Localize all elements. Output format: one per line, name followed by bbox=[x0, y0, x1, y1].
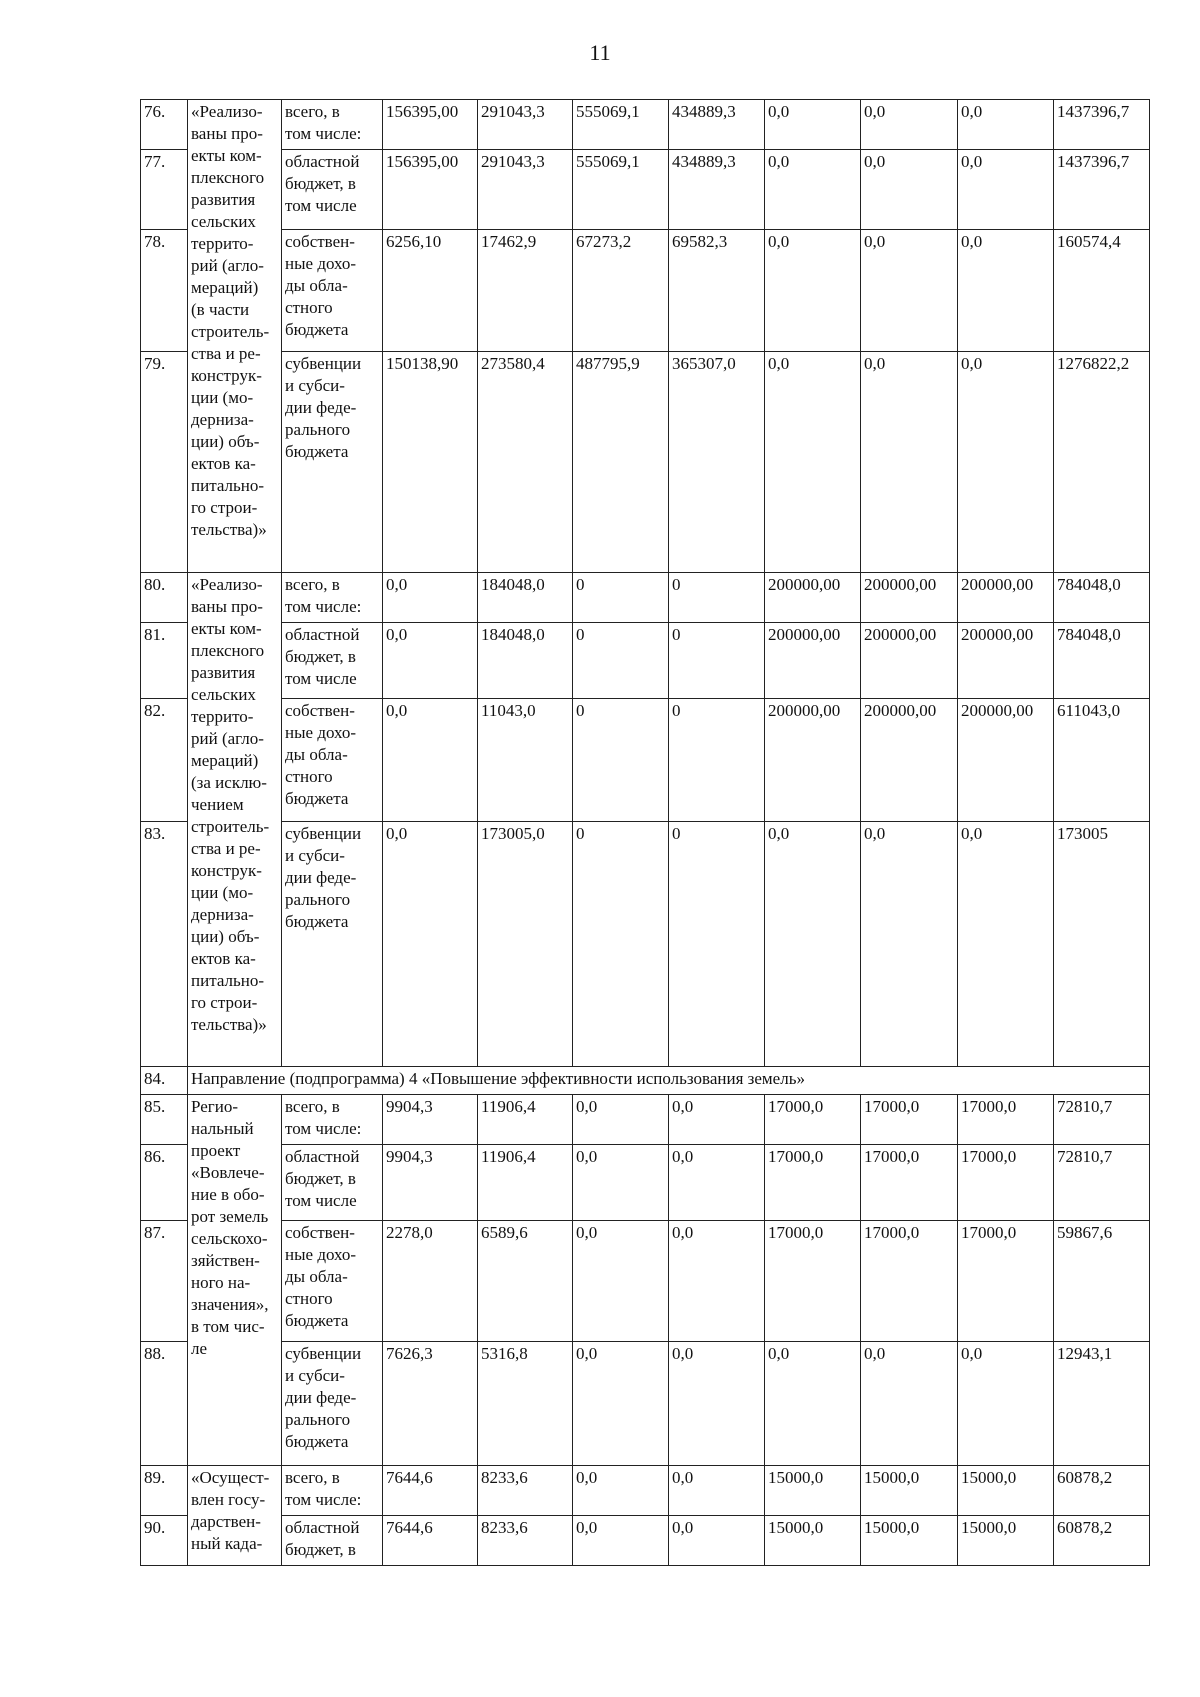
value-cell: 7644,6 bbox=[383, 1516, 478, 1566]
total-cell: 1276822,2 bbox=[1054, 352, 1150, 573]
table-row bbox=[141, 100, 1150, 150]
value-cell: 0,0 bbox=[573, 1221, 669, 1342]
value-cell: 17000,0 bbox=[765, 1221, 861, 1342]
value-cell: 0,0 bbox=[669, 1221, 765, 1342]
value-cell: 0 bbox=[573, 699, 669, 822]
row-number: 78. bbox=[141, 230, 188, 352]
funding-source: всего, в том числе: bbox=[282, 1095, 383, 1145]
section-row bbox=[141, 1067, 1150, 1095]
value-cell: 0,0 bbox=[765, 822, 861, 1067]
value-cell: 200000,00 bbox=[765, 699, 861, 822]
row-number: 82. bbox=[141, 699, 188, 822]
value-cell: 8233,6 bbox=[478, 1516, 573, 1566]
funding-source: субвенции и субси- дии феде- рального бюджета bbox=[282, 352, 383, 573]
value-cell: 0,0 bbox=[861, 352, 958, 573]
row-number: 83. bbox=[141, 822, 188, 1067]
value-cell: 0,0 bbox=[958, 150, 1054, 230]
budget-table bbox=[140, 99, 1150, 1566]
value-cell: 0,0 bbox=[669, 1145, 765, 1221]
value-cell: 0,0 bbox=[765, 150, 861, 230]
funding-source: областной бюджет, в том числе bbox=[282, 150, 383, 230]
value-cell: 0,0 bbox=[861, 822, 958, 1067]
table-row bbox=[141, 573, 1150, 623]
total-cell: 1437396,7 bbox=[1054, 100, 1150, 150]
measure-name: «Реализо- ваны про- екты ком- плексного развития сельских террито- рий (агло- мераций) (в части строитель- ства и ре- конструк- ции (мо- дерниза- ции) объ- ектов ка- питально- го строи- тельства)» bbox=[188, 100, 282, 573]
funding-source: всего, в том числе: bbox=[282, 1466, 383, 1516]
row-number: 86. bbox=[141, 1145, 188, 1221]
value-cell: 0 bbox=[669, 623, 765, 699]
row-number: 80. bbox=[141, 573, 188, 623]
funding-source: областной бюджет, в bbox=[282, 1516, 383, 1566]
total-cell: 784048,0 bbox=[1054, 573, 1150, 623]
value-cell: 0,0 bbox=[958, 1342, 1054, 1466]
section-title: Направление (подпрограмма) 4 «Повышение эффективности использования земель» bbox=[188, 1067, 1150, 1095]
total-cell: 173005 bbox=[1054, 822, 1150, 1067]
value-cell: 11906,4 bbox=[478, 1095, 573, 1145]
value-cell: 200000,00 bbox=[765, 573, 861, 623]
row-number: 90. bbox=[141, 1516, 188, 1566]
value-cell: 0,0 bbox=[765, 100, 861, 150]
row-number: 88. bbox=[141, 1342, 188, 1466]
value-cell: 156395,00 bbox=[383, 100, 478, 150]
value-cell: 0 bbox=[669, 573, 765, 623]
value-cell: 365307,0 bbox=[669, 352, 765, 573]
value-cell: 0,0 bbox=[765, 352, 861, 573]
value-cell: 200000,00 bbox=[765, 623, 861, 699]
value-cell: 15000,0 bbox=[958, 1516, 1054, 1566]
funding-source: собствен- ные дохо- ды обла- стного бюджета bbox=[282, 1221, 383, 1342]
value-cell: 7626,3 bbox=[383, 1342, 478, 1466]
row-number: 79. bbox=[141, 352, 188, 573]
value-cell: 9904,3 bbox=[383, 1095, 478, 1145]
value-cell: 0,0 bbox=[765, 1342, 861, 1466]
value-cell: 434889,3 bbox=[669, 150, 765, 230]
value-cell: 555069,1 bbox=[573, 100, 669, 150]
table-row bbox=[141, 150, 1150, 230]
value-cell: 156395,00 bbox=[383, 150, 478, 230]
funding-source: субвенции и субси- дии феде- рального бюджета bbox=[282, 822, 383, 1067]
value-cell: 0,0 bbox=[383, 822, 478, 1067]
value-cell: 434889,3 bbox=[669, 100, 765, 150]
value-cell: 173005,0 bbox=[478, 822, 573, 1067]
value-cell: 0,0 bbox=[861, 100, 958, 150]
value-cell: 15000,0 bbox=[765, 1516, 861, 1566]
value-cell: 0,0 bbox=[573, 1466, 669, 1516]
table-row bbox=[141, 1095, 1150, 1145]
value-cell: 0,0 bbox=[573, 1095, 669, 1145]
table-row bbox=[141, 1466, 1150, 1516]
value-cell: 0 bbox=[669, 822, 765, 1067]
total-cell: 59867,6 bbox=[1054, 1221, 1150, 1342]
value-cell: 17000,0 bbox=[958, 1145, 1054, 1221]
table-row bbox=[141, 1342, 1150, 1466]
value-cell: 15000,0 bbox=[765, 1466, 861, 1516]
total-cell: 60878,2 bbox=[1054, 1516, 1150, 1566]
value-cell: 200000,00 bbox=[958, 699, 1054, 822]
value-cell: 17000,0 bbox=[861, 1095, 958, 1145]
value-cell: 15000,0 bbox=[861, 1466, 958, 1516]
value-cell: 0,0 bbox=[573, 1516, 669, 1566]
value-cell: 291043,3 bbox=[478, 150, 573, 230]
value-cell: 7644,6 bbox=[383, 1466, 478, 1516]
row-number: 76. bbox=[141, 100, 188, 150]
row-number: 84. bbox=[141, 1067, 188, 1095]
value-cell: 2278,0 bbox=[383, 1221, 478, 1342]
funding-source: собствен- ные дохо- ды обла- стного бюджета bbox=[282, 699, 383, 822]
value-cell: 0,0 bbox=[669, 1095, 765, 1145]
value-cell: 0,0 bbox=[861, 150, 958, 230]
value-cell: 0,0 bbox=[958, 100, 1054, 150]
value-cell: 17000,0 bbox=[958, 1221, 1054, 1342]
value-cell: 0,0 bbox=[861, 230, 958, 352]
value-cell: 200000,00 bbox=[958, 573, 1054, 623]
value-cell: 0 bbox=[573, 623, 669, 699]
value-cell: 17000,0 bbox=[765, 1095, 861, 1145]
measure-name: «Осущест- влен госу- дарствен- ный када- bbox=[188, 1466, 282, 1566]
measure-name: «Реализо- ваны про- екты ком- плексного развития сельских террито- рий (агло- мераций) (за исклю- чением строитель- ства и ре- конструк- ции (мо- дерниза- ции) объ- ектов ка- питально- го строи- тельства)» bbox=[188, 573, 282, 1067]
table-row bbox=[141, 1516, 1150, 1566]
funding-source: субвенции и субси- дии феде- рального бюджета bbox=[282, 1342, 383, 1466]
value-cell: 0 bbox=[573, 822, 669, 1067]
value-cell: 200000,00 bbox=[958, 623, 1054, 699]
value-cell: 291043,3 bbox=[478, 100, 573, 150]
row-number: 89. bbox=[141, 1466, 188, 1516]
value-cell: 69582,3 bbox=[669, 230, 765, 352]
value-cell: 17000,0 bbox=[765, 1145, 861, 1221]
value-cell: 6589,6 bbox=[478, 1221, 573, 1342]
value-cell: 487795,9 bbox=[573, 352, 669, 573]
row-number: 85. bbox=[141, 1095, 188, 1145]
value-cell: 555069,1 bbox=[573, 150, 669, 230]
value-cell: 67273,2 bbox=[573, 230, 669, 352]
value-cell: 15000,0 bbox=[958, 1466, 1054, 1516]
value-cell: 273580,4 bbox=[478, 352, 573, 573]
value-cell: 17000,0 bbox=[861, 1145, 958, 1221]
total-cell: 1437396,7 bbox=[1054, 150, 1150, 230]
funding-source: собствен- ные дохо- ды обла- стного бюджета bbox=[282, 230, 383, 352]
total-cell: 784048,0 bbox=[1054, 623, 1150, 699]
value-cell: 0,0 bbox=[669, 1516, 765, 1566]
value-cell: 184048,0 bbox=[478, 623, 573, 699]
row-number: 81. bbox=[141, 623, 188, 699]
value-cell: 0,0 bbox=[383, 573, 478, 623]
table-row bbox=[141, 352, 1150, 573]
row-number: 77. bbox=[141, 150, 188, 230]
value-cell: 200000,00 bbox=[861, 699, 958, 822]
funding-source: областной бюджет, в том числе bbox=[282, 1145, 383, 1221]
value-cell: 0,0 bbox=[958, 230, 1054, 352]
value-cell: 0,0 bbox=[573, 1342, 669, 1466]
value-cell: 0,0 bbox=[958, 822, 1054, 1067]
value-cell: 184048,0 bbox=[478, 573, 573, 623]
table-row bbox=[141, 623, 1150, 699]
table-row bbox=[141, 230, 1150, 352]
value-cell: 17000,0 bbox=[958, 1095, 1054, 1145]
value-cell: 0,0 bbox=[573, 1145, 669, 1221]
total-cell: 60878,2 bbox=[1054, 1466, 1150, 1516]
value-cell: 0,0 bbox=[765, 230, 861, 352]
total-cell: 160574,4 bbox=[1054, 230, 1150, 352]
measure-name: Регио- нальный проект «Вовлече- ние в обо- рот земель сельскохо- зяйствен- ного на- значения», в том чис- ле bbox=[188, 1095, 282, 1466]
table-row bbox=[141, 1221, 1150, 1342]
total-cell: 12943,1 bbox=[1054, 1342, 1150, 1466]
value-cell: 0,0 bbox=[669, 1466, 765, 1516]
value-cell: 8233,6 bbox=[478, 1466, 573, 1516]
table-row bbox=[141, 822, 1150, 1067]
funding-source: всего, в том числе: bbox=[282, 100, 383, 150]
row-number: 87. bbox=[141, 1221, 188, 1342]
value-cell: 200000,00 bbox=[861, 623, 958, 699]
value-cell: 6256,10 bbox=[383, 230, 478, 352]
page-number: 11 bbox=[589, 40, 611, 65]
value-cell: 0 bbox=[669, 699, 765, 822]
funding-source: областной бюджет, в том числе bbox=[282, 623, 383, 699]
value-cell: 0,0 bbox=[669, 1342, 765, 1466]
value-cell: 15000,0 bbox=[861, 1516, 958, 1566]
value-cell: 9904,3 bbox=[383, 1145, 478, 1221]
total-cell: 72810,7 bbox=[1054, 1145, 1150, 1221]
value-cell: 11906,4 bbox=[478, 1145, 573, 1221]
value-cell: 0 bbox=[573, 573, 669, 623]
value-cell: 200000,00 bbox=[861, 573, 958, 623]
total-cell: 611043,0 bbox=[1054, 699, 1150, 822]
value-cell: 11043,0 bbox=[478, 699, 573, 822]
value-cell: 17462,9 bbox=[478, 230, 573, 352]
value-cell: 0,0 bbox=[958, 352, 1054, 573]
table-row bbox=[141, 1145, 1150, 1221]
total-cell: 72810,7 bbox=[1054, 1095, 1150, 1145]
table-row bbox=[141, 699, 1150, 822]
value-cell: 0,0 bbox=[383, 699, 478, 822]
value-cell: 5316,8 bbox=[478, 1342, 573, 1466]
value-cell: 17000,0 bbox=[861, 1221, 958, 1342]
value-cell: 150138,90 bbox=[383, 352, 478, 573]
value-cell: 0,0 bbox=[861, 1342, 958, 1466]
funding-source: всего, в том числе: bbox=[282, 573, 383, 623]
value-cell: 0,0 bbox=[383, 623, 478, 699]
